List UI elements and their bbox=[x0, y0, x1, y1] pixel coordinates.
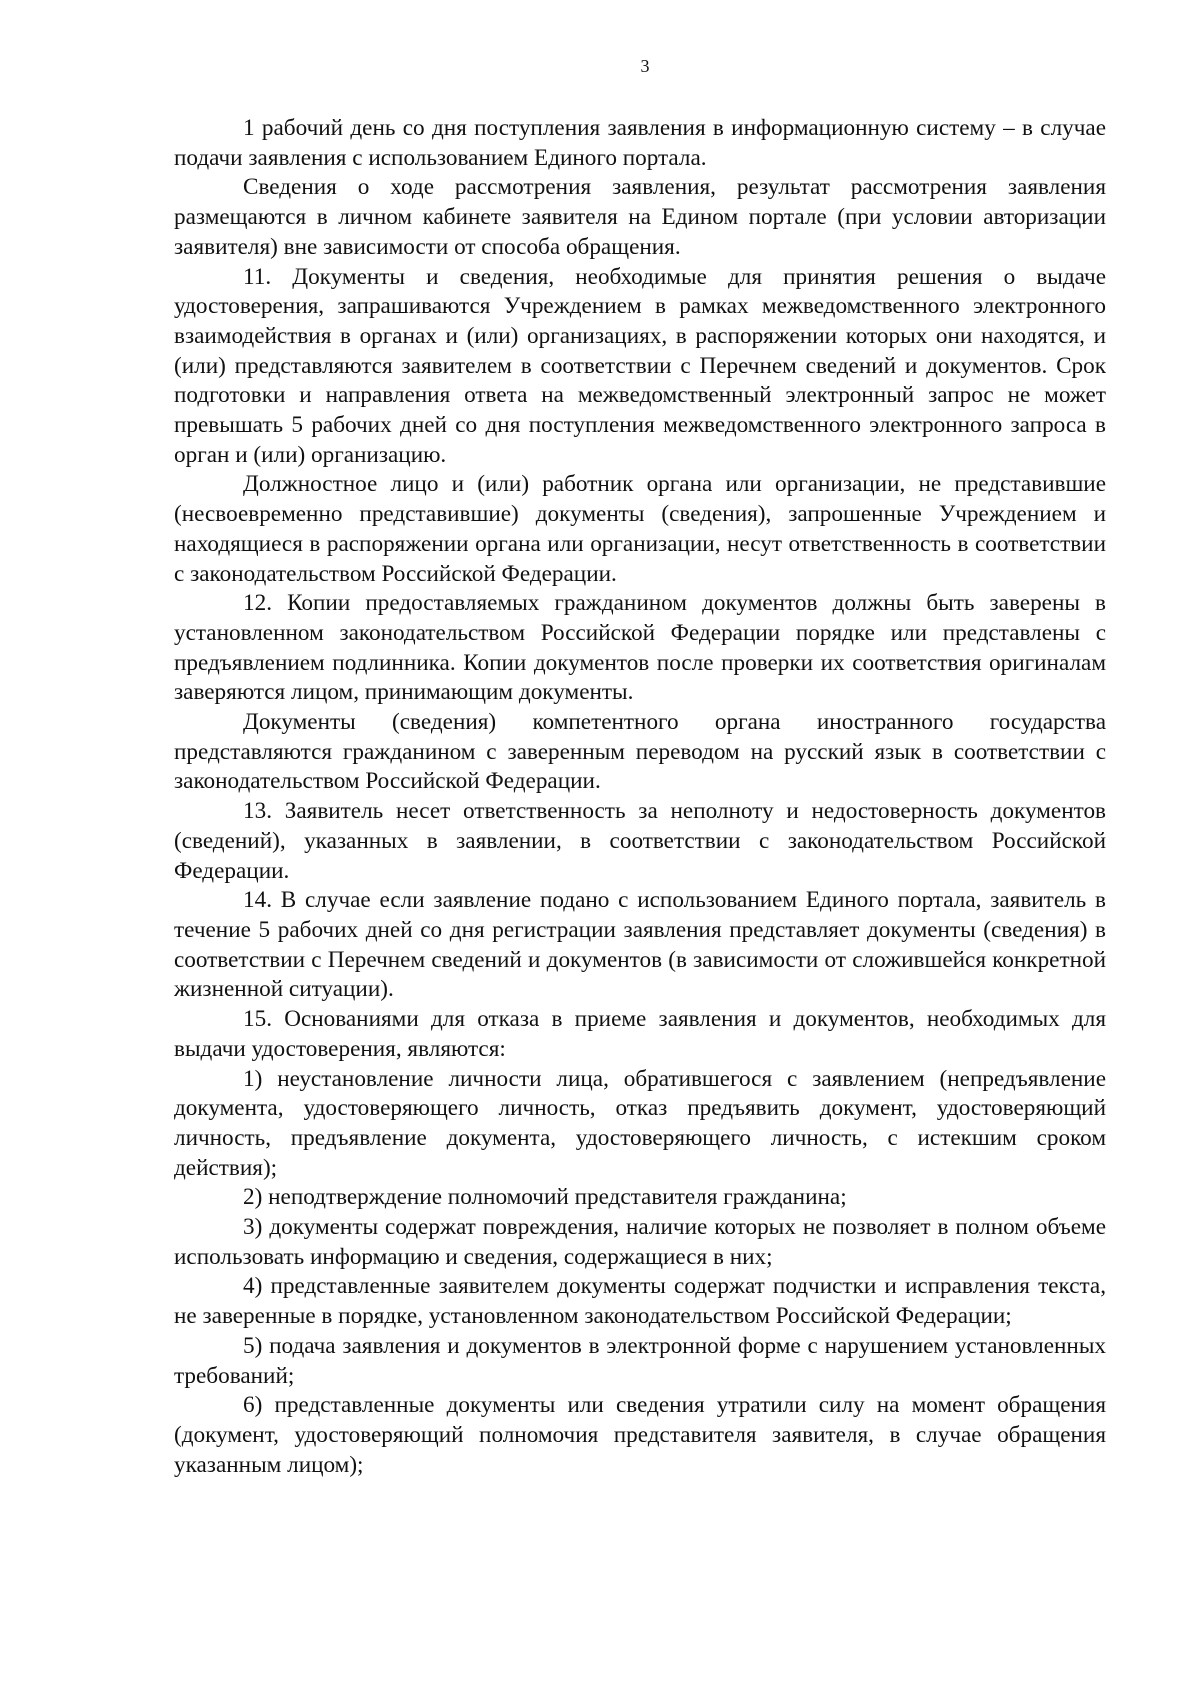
list-item-5: 5) подача заявления и документов в электронной форме с нарушением установленных требований; bbox=[174, 1332, 1106, 1389]
list-item-4: 4) представленные заявителем документы содержат подчистки и исправления текста, не заверенные в порядке, установленном законодательством Российской Федерации; bbox=[174, 1273, 1106, 1330]
paragraph-official-responsibility: Должностное лицо и (или) работник органа или организации, не представившие (несвоевременно представившие) документы (сведения), запрошенные Учреждением и находящиеся в распоряжении органа или организации, несут ответственность в соответствии с законодательством Российской Федерации. bbox=[174, 471, 1106, 587]
document-body bbox=[174, 114, 1106, 1480]
paragraph-item-13: 13. Заявитель несет ответственность за неполноту и недостоверность документов (сведений), указанных в заявлении, в соответствии с законодательством Российской Федерации. bbox=[174, 798, 1106, 884]
paragraph-foreign-documents: Документы (сведения) компетентного органа иностранного государства представляются гражданином с заверенным переводом на русский язык в соответствии с законодательством Российской Федерации. bbox=[174, 709, 1106, 795]
list-item-3: 3) документы содержат повреждения, наличие которых не позволяет в полном объеме использовать информацию и сведения, содержащиеся в них; bbox=[174, 1214, 1106, 1270]
paragraph-review-info: Сведения о ходе рассмотрения заявления, результат рассмотрения заявления размещаются в личном кабинете заявителя на Едином портале (при условии авторизации заявителя) вне зависимости от способа обращения. bbox=[174, 174, 1106, 260]
page-number: 3 bbox=[640, 56, 650, 76]
paragraph-item-14: 14. В случае если заявление подано с использованием Единого портала, заявитель в течение 5 рабочих дней со дня регистрации заявления представляет документы (сведения) в соответствии с Перечнем сведений и документов (в зависимости от сложившейся конкретной жизненной ситуации). bbox=[174, 887, 1106, 1003]
list-item-2: 2) неподтверждение полномочий представителя гражданина; bbox=[243, 1184, 847, 1211]
paragraph-working-day: 1 рабочий день со дня поступления заявления в информационную систему – в случае подачи заявления с использованием Единого портала. bbox=[174, 115, 1106, 171]
paragraph-item-12: 12. Копии предоставляемых гражданином документов должны быть заверены в установленном законодательством Российской Федерации порядке или представлены с предъявлением подлинника. Копии документов после проверки их соответствия оригиналам заверяются лицом, принимающим документы. bbox=[174, 590, 1106, 706]
list-item-6: 6) представленные документы или сведения утратили силу на момент обращения (документ, удостоверяющий полномочия представителя заявителя, в случае обращения указанным лицом); bbox=[174, 1392, 1106, 1478]
list-item-1: 1) неустановление личности лица, обратившегося с заявлением (непредъявление документа, удостоверяющего личность, отказ предъявить документ, удостоверяющий личность, предъявление документа, удостоверяющего личность, с истекшим сроком действия); bbox=[174, 1065, 1106, 1181]
paragraph-item-11: 11. Документы и сведения, необходимые для принятия решения о выдаче удостоверения, запрашиваются Учреждением в рамках межведомственного электронного взаимодействия в органах и (или) организациях, в распоряжении которых они находятся, и (или) представляются заявителем в соответствии с Перечнем сведений и документов. Срок подготовки и направления ответа на межведомственный электронный запрос не может превышать 5 рабочих дней со дня поступления межведомственного электронного запроса в орган и (или) организацию. bbox=[174, 263, 1106, 468]
paragraph-item-15: 15. Основаниями для отказа в приеме заявления и документов, необходимых для выдачи удостоверения, являются: bbox=[174, 1006, 1106, 1062]
